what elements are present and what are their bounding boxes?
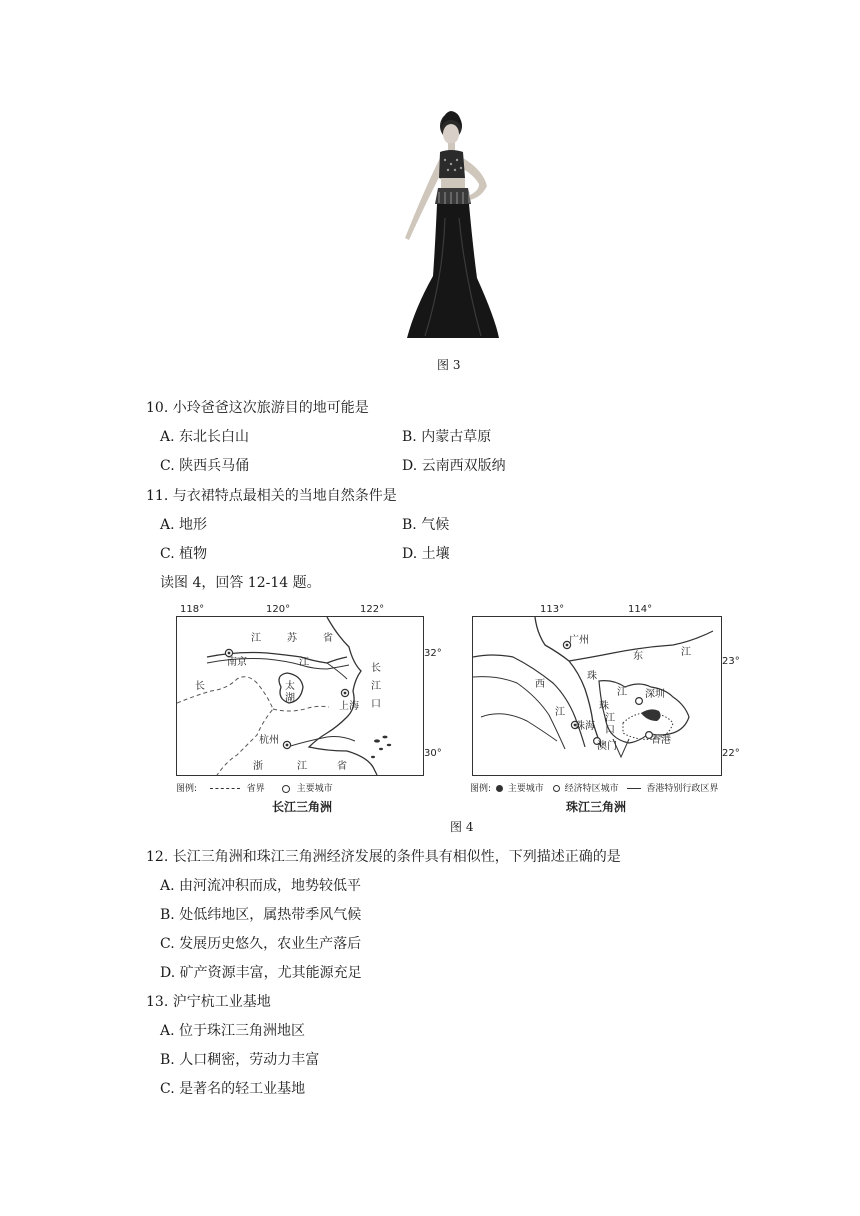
right-label-macau: 澳门 xyxy=(597,741,617,752)
figure3-photo xyxy=(395,108,505,340)
left-label-kou: 口 xyxy=(371,699,381,710)
left-label-jiang2: 江 xyxy=(299,657,309,668)
left-legend-city-label: 主要城市 xyxy=(296,784,333,794)
figure3-caption: 图 3 xyxy=(437,358,461,372)
map-yangtze-delta xyxy=(176,616,424,776)
right-legend-city-icon xyxy=(496,785,503,792)
right-lat-tick-22: 22° xyxy=(722,748,740,759)
q10-option-b[interactable]: B. 内蒙古草原 xyxy=(402,429,492,445)
question-11-stem: 11. 与衣裙特点最相关的当地自然条件是 xyxy=(146,488,397,504)
right-label-jiang2: 江 xyxy=(617,687,627,698)
left-legend-border-label: 省界 xyxy=(246,784,265,794)
q12-option-a[interactable]: A. 由河流冲积而成，地势较低平 xyxy=(160,878,362,894)
right-legend-city-label: 主要城市 xyxy=(507,784,544,794)
q11-option-a[interactable]: A. 地形 xyxy=(160,517,208,533)
right-legend-sar-symbol xyxy=(627,788,641,789)
left-legend-border-symbol xyxy=(210,788,240,789)
right-map-title: 珠江三角洲 xyxy=(566,800,627,814)
right-lon-tick-113: 113° xyxy=(540,604,565,615)
right-label-dong: 东 xyxy=(633,651,643,662)
left-lon-tick-118: 118° xyxy=(180,604,205,615)
left-label-hangzhou: 杭州 xyxy=(259,735,279,746)
question-12-stem: 12. 长江三角洲和珠江三角洲经济发展的条件具有相似性，下列描述正确的是 xyxy=(146,849,621,865)
left-legend-city-icon xyxy=(282,785,290,793)
q13-option-a[interactable]: A. 位于珠江三角洲地区 xyxy=(160,1023,306,1039)
left-label-tai: 太 xyxy=(285,681,295,692)
right-label-jiang3: 江 xyxy=(555,707,565,718)
left-legend-prefix: 图例: xyxy=(176,784,198,794)
left-label-jiang3: 江 xyxy=(371,681,381,692)
right-lon-tick-114: 114° xyxy=(628,604,653,615)
left-label-chang-left: 长 xyxy=(195,681,205,692)
q12-option-c[interactable]: C. 发展历史悠久，农业生产落后 xyxy=(160,936,362,952)
question-13-stem: 13. 沪宁杭工业基地 xyxy=(146,994,271,1010)
q12-option-b[interactable]: B. 处低纬地区，属热带季风气候 xyxy=(160,907,362,923)
left-map-title: 长江三角洲 xyxy=(272,800,333,814)
right-label-xi: 西 xyxy=(535,679,545,690)
right-label-jiang1: 江 xyxy=(681,647,691,658)
left-label-chang-right: 长 xyxy=(371,663,381,674)
left-label-su: 苏 xyxy=(287,633,297,644)
right-label-guangzhou: 广州 xyxy=(569,635,589,646)
left-label-hu: 湖 xyxy=(285,693,295,704)
right-legend-sez-icon xyxy=(553,785,560,792)
left-label-sheng1: 省 xyxy=(323,633,333,644)
left-label-sheng2: 省 xyxy=(337,761,347,772)
left-label-jiang4: 江 xyxy=(297,761,307,772)
right-legend-sez-label: 经济特区城市 xyxy=(564,784,619,794)
right-label-shenzhen: 深圳 xyxy=(645,689,665,700)
q11-option-c[interactable]: C. 植物 xyxy=(160,546,208,562)
left-label-nanjing: 南京 xyxy=(227,657,247,668)
q13-option-b[interactable]: B. 人口稠密，劳动力丰富 xyxy=(160,1052,320,1068)
right-label-zhuhai: 珠海 xyxy=(575,721,595,732)
right-label-jiang4: 江 xyxy=(605,713,615,724)
map-pearl-delta xyxy=(472,616,722,776)
left-lon-tick-120: 120° xyxy=(266,604,291,615)
left-lat-tick-30: 30° xyxy=(424,748,442,759)
left-label-shanghai: 上海 xyxy=(339,701,359,712)
left-lat-tick-32: 32° xyxy=(424,648,442,659)
left-map-legend xyxy=(176,781,333,794)
q10-option-c[interactable]: C. 陕西兵马俑 xyxy=(160,458,250,474)
right-label-zhu2: 珠 xyxy=(599,701,609,712)
q11-option-b[interactable]: B. 气候 xyxy=(402,517,450,533)
question-10-stem: 10. 小玲爸爸这次旅游目的地可能是 xyxy=(146,400,369,416)
right-legend-sar-label: 香港特别行政区界 xyxy=(646,784,719,794)
q13-option-c[interactable]: C. 是著名的轻工业基地 xyxy=(160,1081,306,1097)
left-lon-tick-122: 122° xyxy=(360,604,385,615)
figure4-intro: 读图 4，回答 12-14 题。 xyxy=(160,575,321,591)
left-label-jiang1: 江 xyxy=(251,633,261,644)
right-lat-tick-23: 23° xyxy=(722,656,740,667)
right-label-zhu1: 珠 xyxy=(587,671,597,682)
q10-option-a[interactable]: A. 东北长白山 xyxy=(160,429,250,445)
left-label-zhe: 浙 xyxy=(253,761,263,772)
right-label-hongkong: 香港 xyxy=(651,735,671,746)
right-map-legend xyxy=(470,781,718,794)
q12-option-d[interactable]: D. 矿产资源丰富，尤其能源充足 xyxy=(160,965,362,981)
q11-option-d[interactable]: D. 土壤 xyxy=(402,546,450,562)
q10-option-d[interactable]: D. 云南西双版纳 xyxy=(402,458,506,474)
right-legend-prefix: 图例: xyxy=(470,784,492,794)
right-label-kou: 口 xyxy=(605,725,615,736)
figure4-caption: 图 4 xyxy=(450,820,474,834)
